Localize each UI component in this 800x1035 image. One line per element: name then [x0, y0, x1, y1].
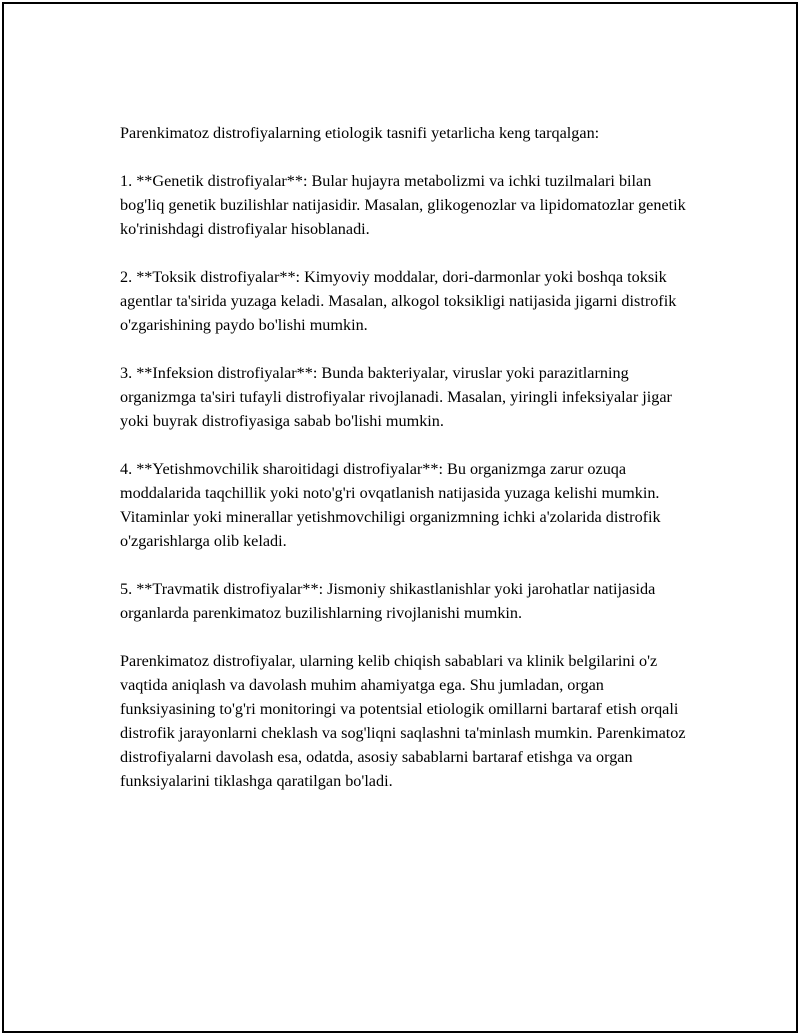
document-body — [120, 121, 690, 793]
list-item-deficiency: 4. **Yetishmovchilik sharoitidagi distrofiyalar**: Bu organizmga zarur ozuqa moddalarida taqchillik yoki noto'g'ri ovqatlanish natijasida yuzaga kelishi mumkin. Vitaminlar yoki minerallar yetishmovchiligi organizmning ichki a'zolarida distrofik o'zgarishlarga olib keladi. — [120, 460, 661, 550]
list-item-infectious: 3. **Infeksion distrofiyalar**: Bunda bakteriyalar, viruslar yoki parazitlarning organizmga ta'siri tufayli distrofiyalar rivojlanadi. Masalan, yiringli infeksiyalar jigar yoki buyrak distrofiyasiga sabab bo'lishi mumkin. — [120, 364, 672, 430]
list-item-traumatic: 5. **Travmatik distrofiyalar**: Jismoniy shikastlanishlar yoki jarohatlar natijasida organlarda parenkimatoz buzilishlarning rivojlanishi mumkin. — [120, 580, 656, 622]
page-frame — [2, 2, 798, 1033]
list-item-genetic: 1. **Genetik distrofiyalar**: Bular hujayra metabolizmi va ichki tuzilmalari bilan bog'liq genetik buzilishlar natijasidir. Masalan, glikogenozlar va lipidomatozlar genetik ko'rinishdagi distrofiyalar hisoblanadi. — [120, 172, 686, 238]
conclusion-paragraph: Parenkimatoz distrofiyalar, ularning kelib chiqish sabablari va klinik belgilarini o'z vaqtida aniqlash va davolash muhim ahamiyatga ega. Shu jumladan, organ funksiyasining to'g'ri monitoringi va potentsial etiologik omillarni bartaraf etish orqali distrofik jarayonlarni cheklash va sog'liqni saqlashni ta'minlash mumkin. Parenkimatoz distrofiyalarni davolash esa, odatda, asosiy sabablarni bartaraf etishga va organ funksiyalarini tiklashga qaratilgan bo'ladi. — [120, 652, 686, 790]
intro-paragraph: Parenkimatoz distrofiyalarning etiologik tasnifi yetarlicha keng tarqalgan: — [120, 124, 600, 142]
list-item-toxic: 2. **Toksik distrofiyalar**: Kimyoviy moddalar, dori-darmonlar yoki boshqa toksik agentlar ta'sirida yuzaga keladi. Masalan, alkogol toksikligi natijasida jigarni distrofik o'zgarishining paydo bo'lishi mumkin. — [120, 268, 677, 334]
